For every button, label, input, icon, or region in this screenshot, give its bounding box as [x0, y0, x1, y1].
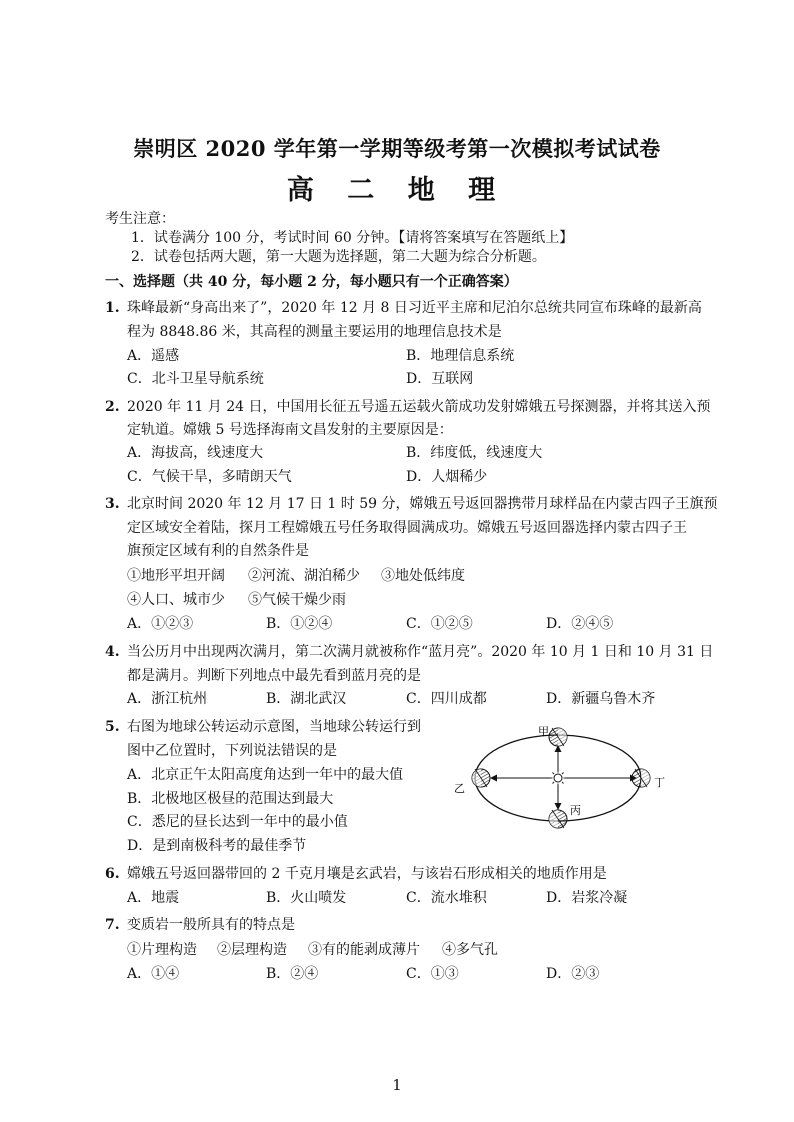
- question-text: 定轨道。嫦娥 5 号选择海南文昌发射的主要原因是：: [127, 422, 453, 438]
- option-d: D．是到南极科考的最佳季节: [127, 838, 307, 854]
- choice-item: ④多气孔: [442, 942, 498, 958]
- option-d: D．互联网: [406, 371, 474, 387]
- notice-item: 2．试卷包括两大题，第一大题为选择题，第二大题为综合分析题。: [131, 249, 546, 265]
- page-number: 1: [392, 1076, 402, 1094]
- option-c: C．①②⑤: [406, 616, 473, 632]
- option-b: B．②④: [266, 966, 319, 982]
- option-b: B．地理信息系统: [406, 348, 515, 364]
- choice-item: ①地形平坦开阔: [127, 568, 225, 584]
- option-a: A．浙江杭州: [127, 691, 208, 707]
- question-text: 图中乙位置时，下列说法错误的是: [127, 743, 337, 759]
- question-number: 4.: [105, 644, 120, 660]
- question-number: 6.: [105, 866, 120, 882]
- option-d: D．新疆乌鲁木齐: [546, 691, 656, 707]
- orbit-label-yi: 乙: [454, 782, 465, 795]
- question-number: 3.: [105, 496, 120, 512]
- choice-item: ②河流、湖泊稀少: [248, 568, 360, 584]
- choice-item: ①片理构造: [127, 942, 197, 958]
- orbit-label-bing: 丙: [570, 804, 581, 817]
- question-text: 旗预定区域有利的自然条件是: [127, 543, 309, 559]
- choice-item: ⑤气候干燥少雨: [248, 592, 346, 608]
- option-a: A．北京正午太阳高度角达到一年中的最大值: [127, 767, 404, 783]
- option-a: A．遥感: [127, 348, 180, 364]
- earth-ding-icon: [632, 769, 650, 787]
- option-d: D．人烟稀少: [406, 469, 488, 485]
- option-a: A．地震: [127, 890, 180, 906]
- choice-item: ③有的能剥成薄片: [308, 942, 420, 958]
- question-text: 嫦娥五号返回器带回的 2 千克月壤是玄武岩，与该岩石形成相关的地质作用是: [127, 866, 607, 882]
- option-a: A．①④: [127, 966, 180, 982]
- choice-item: ④人口、城市少: [127, 592, 225, 608]
- question-number: 5.: [105, 719, 120, 735]
- option-c: C．悉尼的昼长达到一年中的最小值: [127, 814, 348, 830]
- option-d: D．岩浆冷凝: [546, 890, 628, 906]
- choice-item: ②层理构造: [217, 942, 287, 958]
- option-c: C．四川成都: [406, 691, 487, 707]
- question-text: 变质岩一般所具有的特点是: [127, 917, 295, 933]
- earth-jia-icon: [549, 728, 567, 746]
- question-text: 都是满月。判断下列地点中最先看到蓝月亮的是: [127, 668, 421, 684]
- option-b: B．①②④: [266, 616, 333, 632]
- option-d: D．②④⑤: [546, 616, 614, 632]
- exam-title: 崇明区 2020 学年第一学期等级考第一次模拟考试试卷: [133, 136, 661, 161]
- option-b: B．北极地区极昼的范围达到最大: [127, 791, 334, 807]
- earth-bing-icon: [549, 810, 567, 828]
- option-b: B．火山喷发: [266, 890, 347, 906]
- question-text: 右图为地球公转运动示意图，当地球公转运行到: [127, 719, 421, 735]
- notice-item: 1．试卷满分 100 分，考试时间 60 分钟。【请将答案填写在答题纸上】: [131, 230, 574, 246]
- question-text: 程为 8848.86 米，其高程的测量主要运用的地理信息技术是: [127, 324, 502, 340]
- option-c: C．北斗卫星导航系统: [127, 371, 264, 387]
- question-number: 2.: [105, 399, 120, 415]
- earth-yi-icon: [472, 769, 490, 787]
- notice-label: 考生注意：: [105, 211, 175, 227]
- question-text: 北京时间 2020 年 12 月 17 日 1 时 59 分，嫦娥五号返回器携带月球样品在内蒙古四子王旗预: [127, 496, 718, 512]
- option-c: C．流水堆积: [406, 890, 487, 906]
- earth-orbit-diagram: [446, 718, 686, 842]
- option-a: A．①②③: [127, 616, 194, 632]
- option-b: B．纬度低，线速度大: [406, 445, 543, 461]
- option-c: C．①③: [406, 966, 459, 982]
- question-text: 定区域安全着陆，探月工程嫦娥五号任务取得圆满成功。嫦娥五号返回器选择内蒙古四子王: [127, 520, 687, 536]
- question-number: 7.: [105, 917, 120, 933]
- section-heading: 一、选择题（共 40 分，每小题 2 分，每小题只有一个正确答案）: [105, 274, 518, 290]
- question-text: 珠峰最新“身高出来了”，2020 年 12 月 8 日习近平主席和尼泊尔总统共同宣布珠峰的最新高: [127, 300, 702, 316]
- orbit-label-jia: 甲: [538, 725, 549, 738]
- option-a: A．海拔高，线速度大: [127, 445, 264, 461]
- sun-icon: [550, 770, 566, 786]
- option-b: B．湖北武汉: [266, 691, 347, 707]
- question-text: 当公历月中出现两次满月，第二次满月就被称作“蓝月亮”。2020 年 10 月 1 日和 10 月 31 日: [127, 644, 714, 660]
- option-d: D．②③: [546, 966, 600, 982]
- orbit-label-ding: 丁: [654, 776, 665, 789]
- question-text: 2020 年 11 月 24 日，中国用长征五号遥五运载火箭成功发射嫦娥五号探测器，并将其送入预: [127, 399, 711, 415]
- subject-title: 高 二 地 理: [286, 175, 508, 206]
- choice-item: ③地处低纬度: [381, 568, 465, 584]
- option-c: C．气候干旱，多晴朗天气: [127, 469, 292, 485]
- question-number: 1.: [105, 300, 120, 316]
